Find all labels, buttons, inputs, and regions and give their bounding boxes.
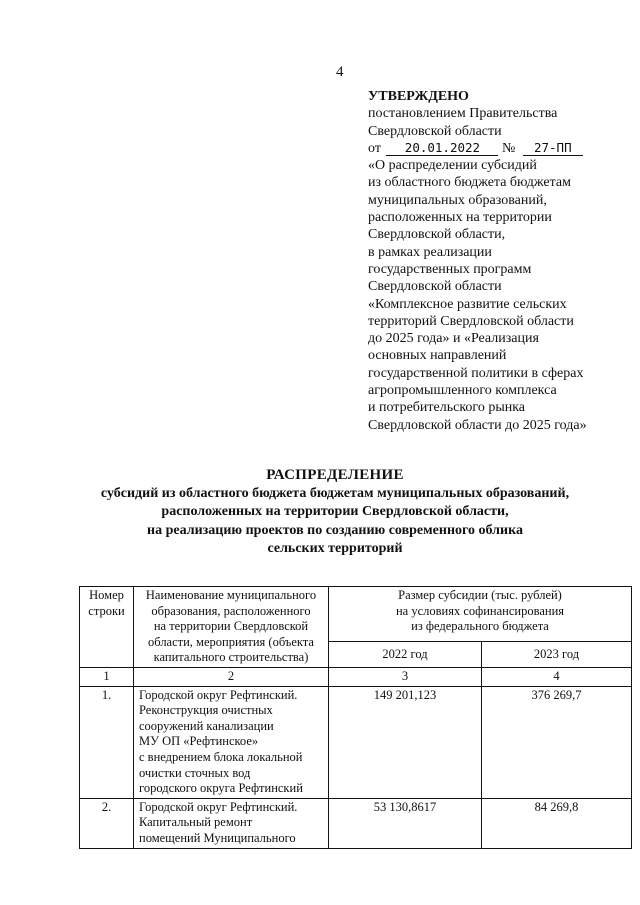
title-subline: на реализацию проектов по созданию современного облика	[147, 522, 523, 538]
header-name	[134, 587, 329, 668]
approval-date: 20.01.2022	[386, 141, 498, 156]
table-column-numbers-row	[80, 667, 632, 686]
subject-line: расположенных на территории	[368, 210, 552, 226]
approval-stamp	[368, 88, 618, 434]
approval-heading: УТВЕРЖДЕНО	[368, 89, 469, 104]
title-main: РАСПРЕДЕЛЕНИЕ	[266, 467, 404, 483]
title-subline: расположенных на территории Свердловской области,	[161, 504, 509, 519]
subject-line: «Комплексное развитие сельских	[368, 296, 567, 312]
column-number: 2	[134, 667, 329, 686]
row-value-2023: 376 269,7	[482, 686, 632, 798]
row-name-line: Городской округ Рефтинский.	[139, 687, 298, 702]
document-title	[70, 466, 600, 559]
subject-line: до 2025 года» и «Реализация	[368, 331, 539, 347]
header-row-number	[80, 587, 134, 668]
header-text: строки	[88, 603, 125, 618]
header-text: Наименование муниципального	[145, 588, 317, 602]
row-value-2022: 149 201,123	[329, 686, 482, 798]
subject-line: муниципальных образований,	[368, 192, 547, 208]
subject-line: из областного бюджета бюджетам	[368, 175, 571, 191]
header-subsidy	[329, 587, 632, 642]
row-name-line: очистки сточных вод	[139, 765, 251, 780]
row-value-2023: 84 269,8	[482, 798, 632, 848]
approval-date-line	[368, 140, 618, 157]
title-subline: субсидий из областного бюджета бюджетам муниципальных образований,	[100, 485, 570, 501]
table-row	[80, 686, 632, 798]
subject-line: территорий Свердловской области	[368, 313, 574, 329]
header-text: области, мероприятия (объекта	[148, 634, 314, 649]
subject-line: государственной политики в сферах	[368, 365, 584, 381]
row-value-2022: 53 130,8617	[329, 798, 482, 848]
row-number: 1.	[80, 686, 134, 798]
subject-line: «О распределении субсидий	[368, 158, 537, 174]
row-name-line: с внедрением блока локальной	[139, 749, 303, 764]
header-year-2022: 2022 год	[329, 642, 482, 668]
table-header-row	[80, 587, 632, 642]
approval-number: 27-ПП	[523, 141, 583, 156]
row-name-line: сооружений канализации	[139, 718, 274, 733]
row-name-line: Капитальный ремонт	[139, 815, 253, 830]
row-name	[134, 798, 329, 848]
header-text: на условиях софинансирования	[395, 603, 565, 618]
row-name	[134, 686, 329, 798]
distribution-table	[79, 586, 632, 849]
subject-line: Свердловской области до 2025 года»	[368, 417, 587, 433]
header-text: образования, расположенного	[151, 603, 311, 618]
approval-line: постановлением Правительства	[368, 106, 558, 122]
row-name-line: помещений Муниципального	[139, 830, 296, 845]
header-text: на территории Свердловской	[153, 619, 309, 634]
date-prefix: от	[368, 140, 381, 156]
header-text: Номер	[89, 588, 124, 602]
title-subline: сельских территорий	[267, 541, 403, 556]
subject-line: агропромышленного комплекса	[368, 383, 557, 399]
page-number: 4	[336, 64, 344, 80]
subject-line: и потребительского рынка	[368, 400, 526, 416]
header-text: Размер субсидии (тыс. рублей)	[398, 588, 562, 602]
subject-line: основных направлений	[368, 348, 507, 364]
subject-line: Свердловской области,	[368, 227, 506, 243]
row-name-line: Городской округ Рефтинский.	[139, 799, 298, 814]
row-name-line: Реконструкция очистных	[139, 703, 273, 718]
header-text: капитального строительства)	[153, 650, 309, 665]
table-row	[80, 798, 632, 848]
row-number: 2.	[80, 798, 134, 848]
header-year-2023: 2023 год	[482, 642, 632, 668]
header-text: из федерального бюджета	[411, 619, 549, 634]
number-prefix: №	[501, 140, 516, 156]
column-number: 3	[329, 667, 482, 686]
approval-line: Свердловской области	[368, 123, 502, 139]
row-name-line: МУ ОП «Рефтинское»	[139, 734, 259, 749]
subject-line: государственных программ	[368, 261, 532, 277]
column-number: 1	[80, 667, 134, 686]
subject-line: Свердловской области	[368, 279, 502, 295]
subject-line: в рамках реализации	[368, 244, 492, 260]
row-name-line: городского округа Рефтинский	[139, 781, 303, 796]
column-number: 4	[482, 667, 632, 686]
